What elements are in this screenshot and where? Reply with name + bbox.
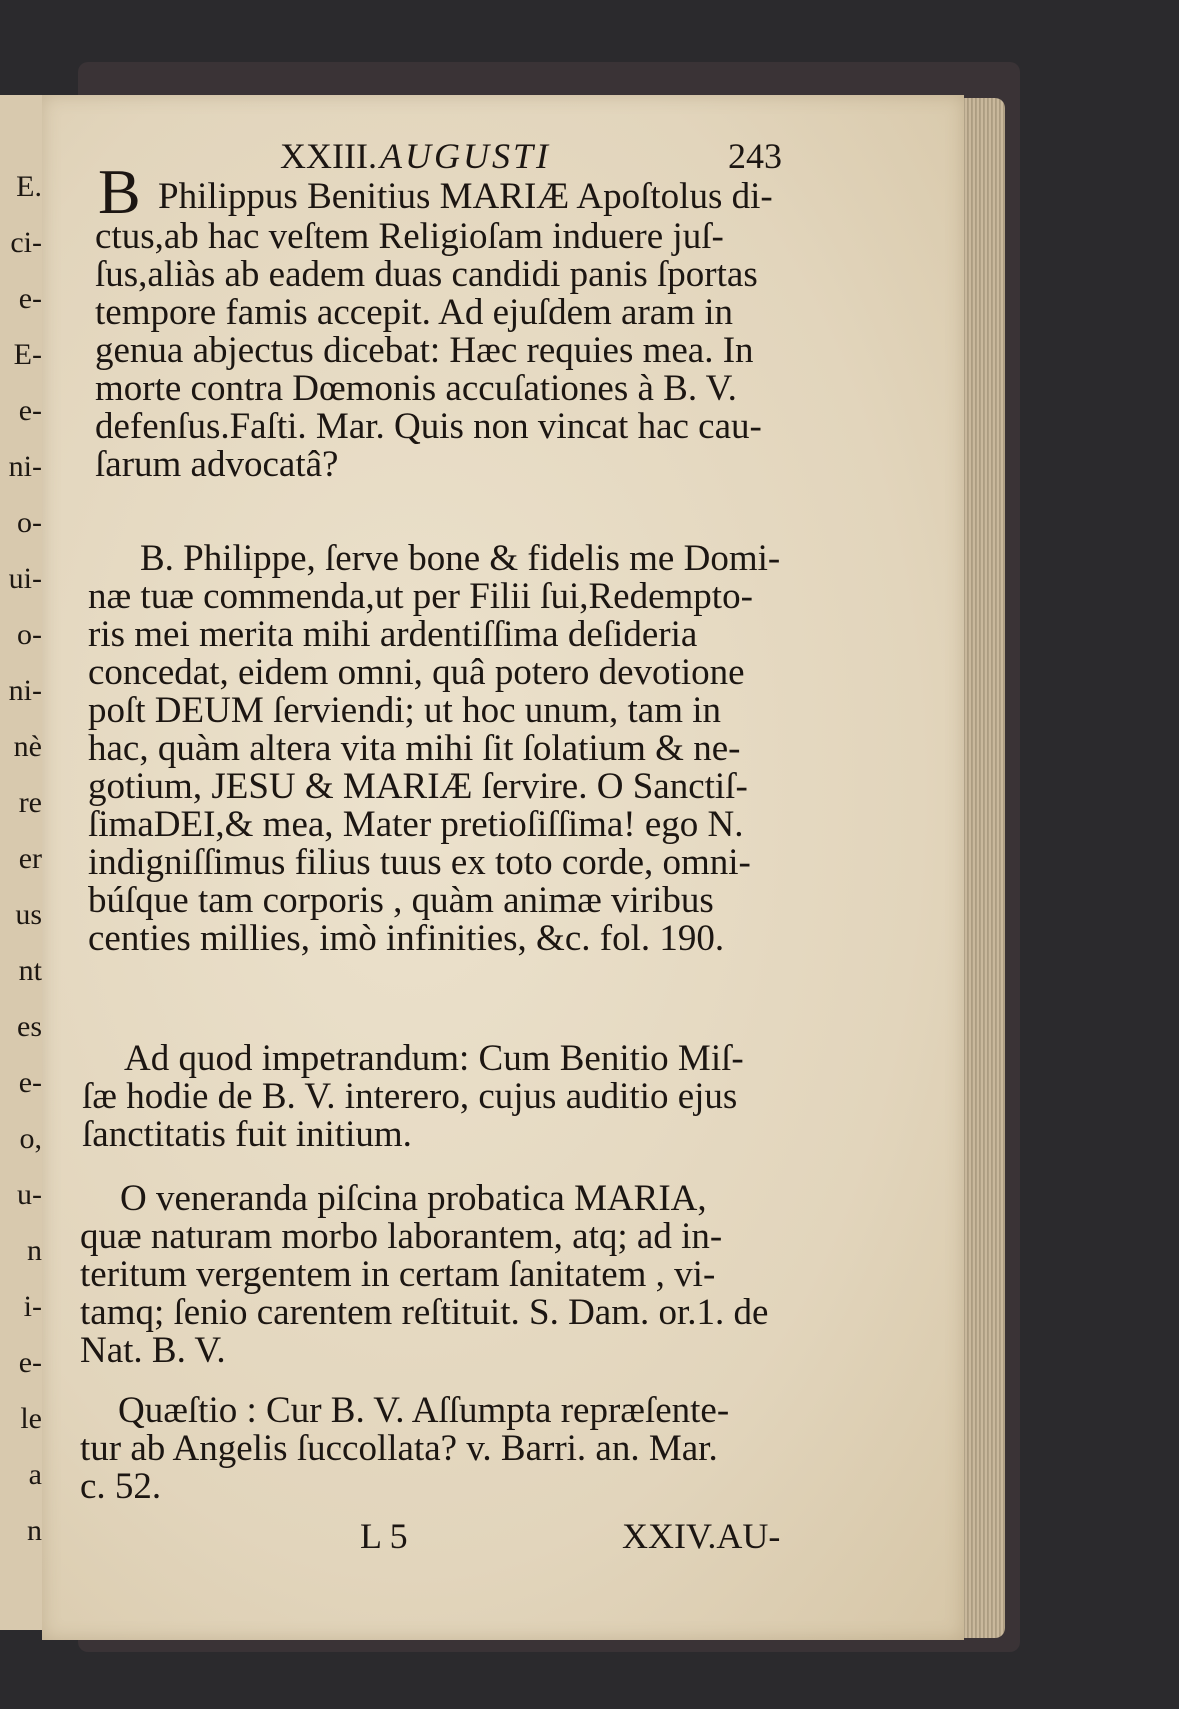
left-page-text-fragment: ui- — [8, 562, 42, 595]
left-page-text-fragment: ni- — [8, 450, 42, 483]
left-page-text-fragment: n — [27, 1234, 42, 1267]
left-page-text-fragment: ni- — [8, 674, 42, 707]
page-number: 243 — [728, 136, 782, 176]
catchword: XXIV.AU- — [622, 1516, 781, 1556]
drop-initial: B — [98, 156, 141, 227]
left-page-text-fragment: es — [17, 1010, 42, 1043]
left-page-text-fragment: n — [27, 1514, 42, 1547]
left-page-text-fragment: o- — [17, 618, 42, 651]
text-line: tur ab Angelis ſuccollata? v. Barri. an. Mar. — [80, 1428, 718, 1469]
text-line: genua abjectus dicebat: Hæc requies mea. In — [95, 330, 754, 371]
text-line: concedat, eidem omni, quâ potero devotione — [88, 652, 745, 693]
left-page-text-fragment: e- — [18, 282, 42, 315]
text-line: O veneranda piſcina probatica MARIA, — [120, 1178, 707, 1219]
left-page-text-fragment: u- — [17, 1178, 42, 1211]
text-line: centies millies, imò infinities, &c. fol. 190. — [88, 918, 725, 959]
text-line: Ad quod impetrandum: Cum Benitio Miſ- — [124, 1038, 744, 1079]
text-line: indigniſſimus filius tuus ex toto corde, omni- — [88, 842, 751, 883]
text-line: B. Philippe, ſerve bone & fidelis me Domi- — [140, 538, 781, 579]
left-page-text-fragment: e- — [18, 1066, 42, 1099]
paragraph-1 — [95, 218, 845, 484]
left-page-text-fragment: E. — [16, 170, 42, 203]
signature-mark: L 5 — [360, 1516, 408, 1556]
text-line: ſus,aliàs ab eadem duas candidi panis ſportas — [95, 254, 758, 295]
paragraph-3 — [82, 1040, 832, 1154]
running-head-day: XXIII. — [280, 136, 377, 176]
left-page-text-fragment: i- — [23, 1290, 42, 1323]
text-line: defenſus.Faſti. Mar. Quis non vincat hac cau- — [95, 406, 762, 447]
paragraph-1-first-line — [158, 178, 908, 216]
paragraph-2 — [88, 540, 838, 958]
text-line: næ tuæ commenda,ut per Filii ſui,Redempto- — [88, 576, 753, 617]
text-line: ſimaDEI,& mea, Mater pretioſiſſima! ego N. — [88, 804, 744, 845]
left-page-text-fragment: ci- — [10, 226, 42, 259]
left-page-text-fragment: nè — [13, 730, 42, 763]
text-line: hac, quàm altera vita mihi ſit ſolatium & ne- — [88, 728, 741, 769]
text-line: poſt DEUM ſerviendi; ut hoc unum, tam in — [88, 690, 722, 731]
left-page-text-fragment: a — [28, 1458, 42, 1491]
running-head-month: AUGUSTI — [380, 136, 551, 176]
paragraph-5 — [80, 1392, 830, 1506]
text-line: ctus,ab hac veſtem Religioſam induere juſ- — [95, 216, 724, 257]
left-page-text-fragment: nt — [18, 954, 42, 987]
text-line: tamq; ſenio carentem reſtituit. S. Dam. or.1. de — [80, 1292, 769, 1333]
text-line: Quæſtio : Cur B. V. Aſſumpta repræſente- — [118, 1390, 730, 1431]
text-line: ris mei merita mihi ardentiſſima deſideria — [88, 614, 698, 655]
left-page-text-fragment: o- — [17, 506, 42, 539]
text-line: Nat. B. V. — [80, 1330, 226, 1371]
text-line: morte contra Dœmonis accuſationes à B. V. — [95, 368, 737, 409]
text-line: ſæ hodie de B. V. interero, cujus auditio ejus — [82, 1076, 738, 1117]
text-line: teritum vergentem in certam ſanitatem , vi- — [80, 1254, 716, 1295]
left-page-text-fragment: er — [18, 842, 42, 875]
paragraph-4 — [80, 1180, 830, 1370]
left-page-text-fragment: e- — [18, 1346, 42, 1379]
text-line: gotium, JESU & MARIÆ ſervire. O Sanctiſ- — [88, 766, 748, 807]
text-line: tempore famis accepit. Ad ejuſdem aram in — [95, 292, 734, 333]
text-line: búſque tam corporis , quàm animæ viribus — [88, 880, 714, 921]
left-page-text-fragment: e- — [18, 394, 42, 427]
left-page-text-fragment: le — [20, 1402, 42, 1435]
text-line: ſanctitatis fuit initium. — [82, 1114, 412, 1155]
left-page-text-fragment: o, — [19, 1122, 42, 1155]
running-head — [280, 135, 840, 179]
left-page-text-fragment: re — [18, 786, 42, 819]
text-line: c. 52. — [80, 1466, 162, 1507]
text-line: ſarum advocatâ? — [95, 444, 339, 485]
text-line: Philippus Benitius MARIÆ Apoſtolus di- — [158, 176, 773, 217]
left-page-text-fragment: E- — [13, 338, 42, 371]
text-line: quæ naturam morbo laborantem, atq; ad in- — [80, 1216, 723, 1257]
left-page-text-fragment: us — [15, 898, 42, 931]
